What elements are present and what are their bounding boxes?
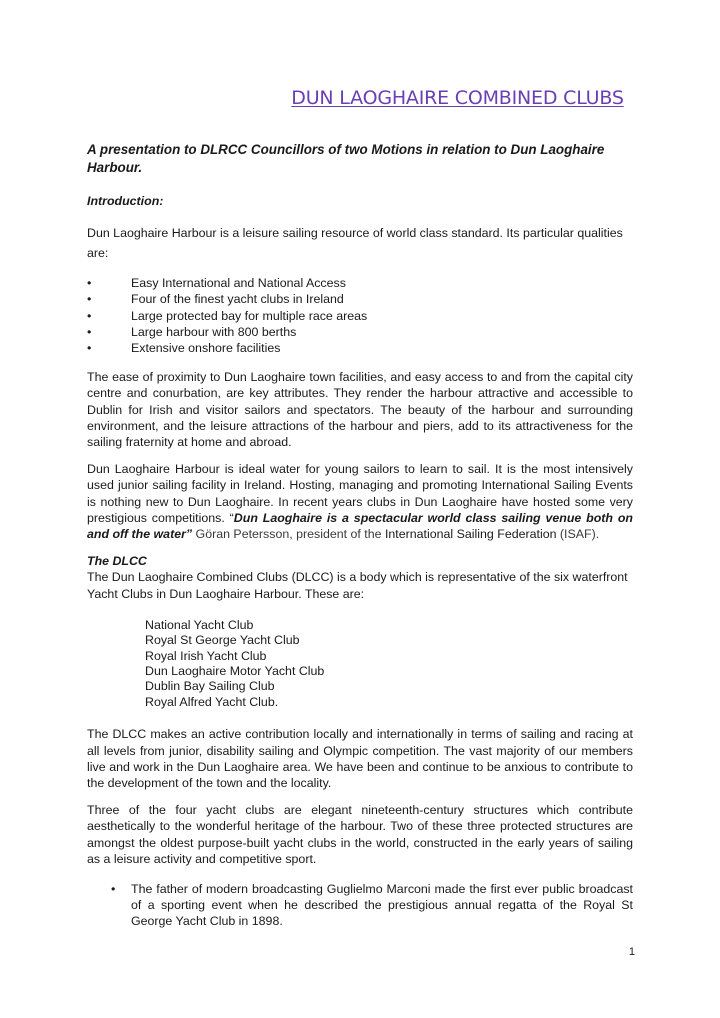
list-item: • Easy International and National Access	[87, 276, 346, 291]
bullet-icon: •	[87, 341, 92, 356]
list-item: Dublin Bay Sailing Club	[145, 679, 275, 694]
marconi-list	[87, 881, 633, 930]
bullet-icon: •	[111, 881, 116, 896]
petersson-quote: Dun Laoghaire is a spectacular world class sailing venue both on and off the water”	[87, 510, 633, 542]
list-item: Dun Laoghaire Motor Yacht Club	[145, 664, 325, 679]
document-body	[87, 141, 633, 930]
document-heading: DUN LAOGHAIRE COMBINED CLUBS	[291, 87, 624, 109]
qualities-list	[87, 275, 633, 356]
list-item: Royal Irish Yacht Club	[145, 648, 267, 663]
list-item: • The father of modern broadcasting Guglielmo Marconi made the first ever public broadcast of a sporting event when he described the prestigious annual regatta of the Royal St George Yacht Club in 1898.	[111, 881, 633, 929]
heritage-paragraph: Three of the four yacht clubs are elegant nineteenth-century structures which contribute aesthetically to the wonderful heritage of the harbour. Two of these three protected structures are amongst the oldest purpose-built yacht clubs in the world, constructed in the early years of sailing as a leisure activity and competitive sport.	[87, 803, 633, 866]
contribution-paragraph: The DLCC makes an active contribution locally and internationally in terms of sailing and racing at all levels from junior, disability sailing and Olympic competition. The vast majority of our members live and work in the Dun Laoghaire area. We have been and continue to be anxious to contribute to the development of the town and the locality.	[87, 727, 633, 790]
presentation-title: A presentation to DLRCC Councillors of two Motions in relation to Dun Laoghaire Harbour.	[87, 142, 605, 175]
list-item: • Large harbour with 800 berths	[87, 324, 297, 339]
list-item: • Large protected bay for multiple race areas	[87, 308, 368, 323]
bullet-icon: •	[87, 292, 92, 307]
page-number: 1	[628, 946, 635, 958]
list-item: Royal St George Yacht Club	[145, 633, 300, 648]
dlcc-heading: The DLCC	[87, 554, 147, 569]
list-item: Royal Alfred Yacht Club.	[145, 694, 279, 709]
list-item: • Extensive onshore facilities	[87, 341, 281, 356]
list-item: National Yacht Club	[145, 617, 254, 632]
ease-paragraph: The ease of proximity to Dun Laoghaire town facilities, and easy access to and from the capital city centre and conurbation, are key attributes. They render the harbour attractive and accessible to Dublin for Irish and visitor sailors and spectators. The beauty of the harbour and surrounding environment, and the leisure attractions of the harbour and piers, add to its attractiveness for the sailing fraternity at home and abroad.	[87, 370, 633, 450]
dlcc-paragraph: The Dun Laoghaire Combined Clubs (DLCC) is a body which is representative of the six waterfront Yacht Clubs in Dun Laoghaire Harbour. These are:	[87, 570, 628, 601]
ideal-paragraph: Dun Laoghaire Harbour is ideal water for young sailors to learn to sail. It is the most intensively used junior sailing facility in Ireland. Hosting, managing and promoting International Sailing Events is nothing new to Dun Laoghaire. In recent years clubs in Dun Laoghaire have hosted some very prestigious competitions. “Dun Laoghaire is a spectacular world class sailing venue both on and off the water” Göran Petersson, president of the International Sailing Federation (ISAF).	[87, 462, 633, 542]
clubs-list	[145, 618, 633, 710]
intro-paragraph: Dun Laoghaire Harbour is a leisure sailing resource of world class standard. Its particular qualities are:	[87, 226, 623, 261]
bullet-icon: •	[87, 308, 92, 323]
list-item: • Four of the finest yacht clubs in Ireland	[87, 292, 344, 307]
bullet-icon: •	[87, 324, 92, 339]
introduction-heading: Introduction:	[87, 194, 164, 208]
bullet-icon: •	[87, 276, 92, 291]
